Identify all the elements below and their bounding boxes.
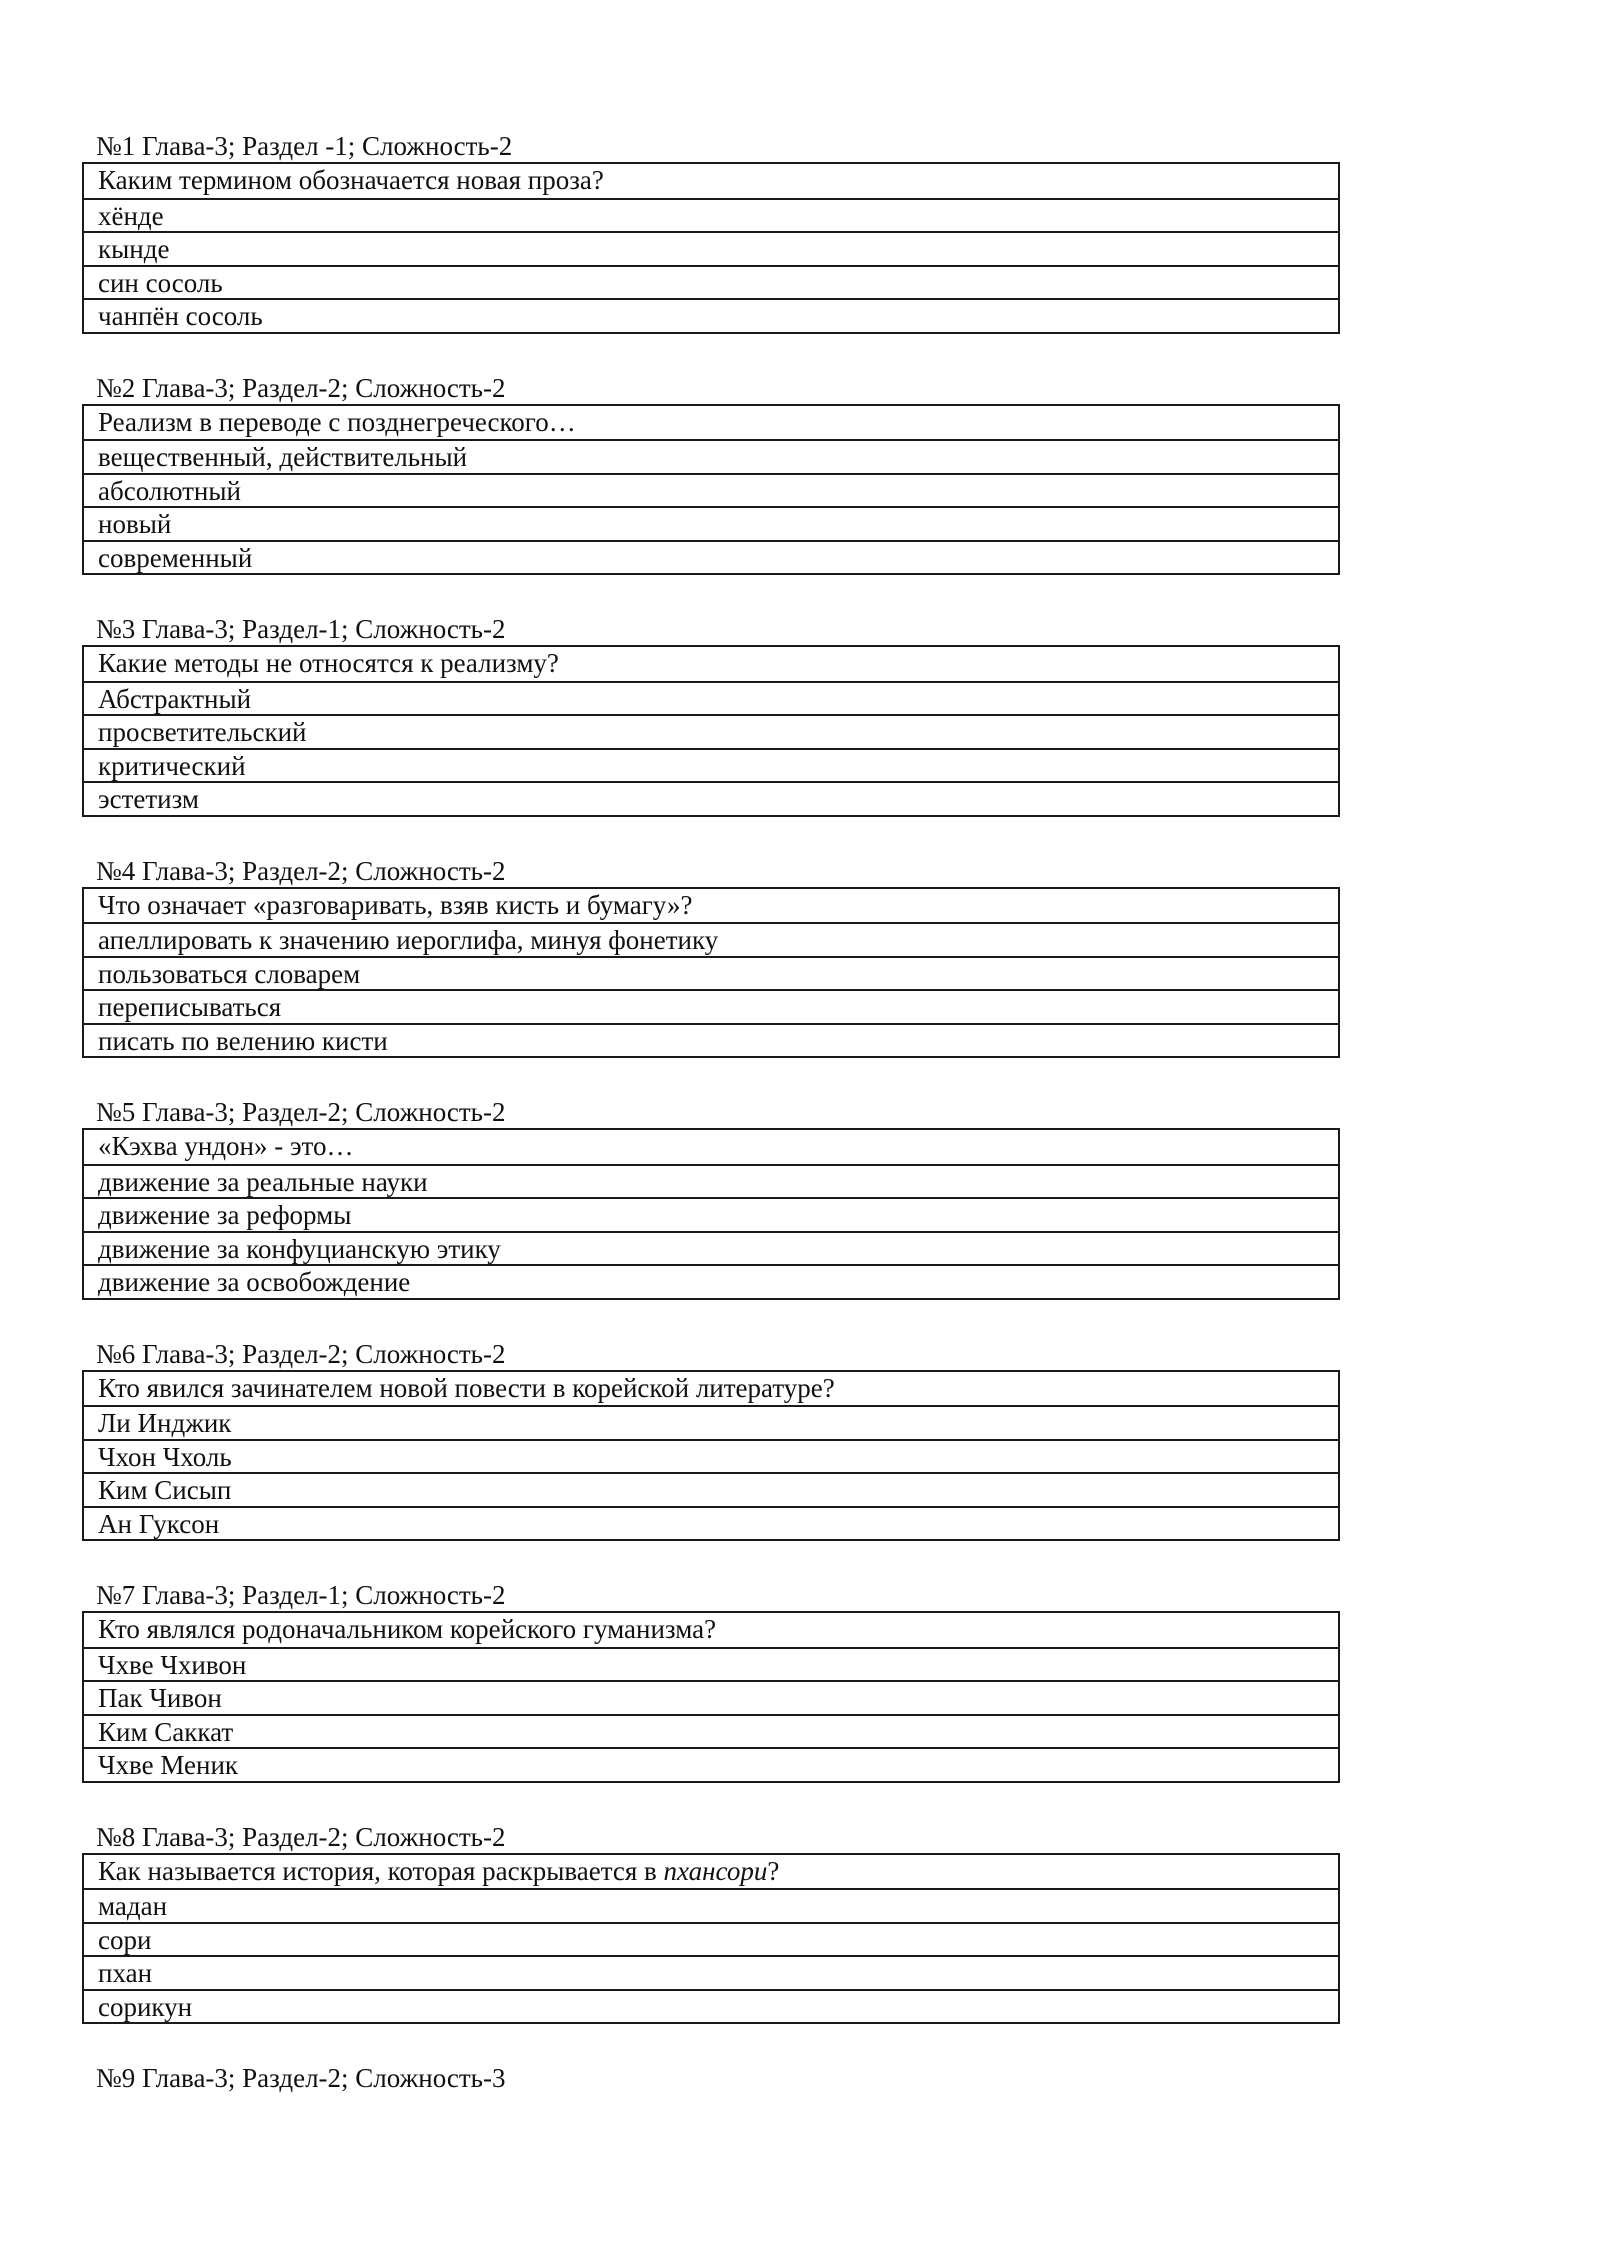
answer-option: Абстрактный	[84, 681, 1338, 715]
question-table	[82, 1128, 1340, 1300]
answer-option: Ан Гуксон	[84, 1506, 1338, 1540]
question-text	[84, 1855, 1338, 1889]
question-table	[82, 162, 1340, 334]
question-header: №5 Глава-3; Раздел-2; Сложность-2	[96, 1097, 506, 1127]
answer-option: пхан	[84, 1955, 1338, 1989]
question-header: №3 Глава-3; Раздел-1; Сложность-2	[96, 614, 506, 644]
answer-option: Чхон Чхоль	[84, 1439, 1338, 1473]
answer-option: писать по велению кисти	[84, 1023, 1338, 1057]
question-block-3	[82, 613, 1340, 817]
answer-option: новый	[84, 506, 1338, 540]
answer-option: просветительский	[84, 714, 1338, 748]
document-page	[82, 130, 1340, 2132]
question-table	[82, 1853, 1340, 2025]
question-table	[82, 645, 1340, 817]
question-text-italic-term: пхансори	[663, 1855, 768, 1886]
answer-option: сори	[84, 1922, 1338, 1956]
question-text: Какие методы не относятся к реализму?	[98, 648, 559, 678]
answer-option: вещественный, действительный	[84, 439, 1338, 473]
answer-option: эстетизм	[84, 781, 1338, 815]
answer-option: чанпён сосоль	[84, 298, 1338, 332]
answer-option: абсолютный	[84, 473, 1338, 507]
answer-option: движение за реформы	[84, 1197, 1338, 1231]
question-block-6	[82, 1338, 1340, 1542]
question-block-8	[82, 1821, 1340, 2025]
question-header: №8 Глава-3; Раздел-2; Сложность-2	[96, 1821, 506, 1852]
question-table	[82, 1611, 1340, 1783]
question-text: Кто явился зачинателем новой повести в корейской литературе?	[98, 1372, 835, 1403]
question-text: Каким термином обозначается новая проза?	[98, 165, 604, 195]
question-header: №2 Глава-3; Раздел-2; Сложность-2	[96, 372, 506, 403]
question-table	[82, 1370, 1340, 1542]
question-text-main: Как называется история, которая раскрывается в	[98, 1855, 664, 1886]
answer-option: Ким Сисып	[84, 1472, 1338, 1506]
question-table	[82, 404, 1340, 576]
question-text: «Кэхва ундон» - это…	[98, 1131, 354, 1161]
answer-option: критический	[84, 748, 1338, 782]
answer-option: Чхве Меник	[84, 1747, 1338, 1781]
question-text-tail: ?	[767, 1855, 780, 1886]
question-table	[82, 887, 1340, 1059]
answer-option: кынде	[84, 231, 1338, 265]
answer-option: пользоваться словарем	[84, 956, 1338, 990]
question-header: №1 Глава-3; Раздел -1; Сложность-2	[96, 131, 513, 161]
question-block-1	[82, 130, 1340, 334]
answer-option: движение за конфуцианскую этику	[84, 1231, 1338, 1265]
question-block-9	[82, 2062, 1340, 2094]
answer-option: син сосоль	[84, 265, 1338, 299]
question-header: №4 Глава-3; Раздел-2; Сложность-2	[96, 855, 506, 886]
question-block-4	[82, 855, 1340, 1059]
answer-option: Ким Саккат	[84, 1714, 1338, 1748]
question-header: №9 Глава-3; Раздел-2; Сложность-3	[96, 2063, 506, 2093]
question-block-7	[82, 1579, 1340, 1783]
answer-option: Ли Инджик	[84, 1405, 1338, 1439]
question-text: Реализм в переводе с позднегреческого…	[98, 406, 576, 437]
question-block-2	[82, 372, 1340, 576]
answer-option: сорикун	[84, 1989, 1338, 2023]
answer-option: современный	[84, 540, 1338, 574]
answer-option: хёнде	[84, 198, 1338, 232]
question-block-5	[82, 1096, 1340, 1300]
question-text: Кто являлся родоначальником корейского гуманизма?	[98, 1614, 717, 1644]
answer-option: движение за освобождение	[84, 1264, 1338, 1298]
answer-option: Чхве Чхивон	[84, 1647, 1338, 1681]
answer-option: апеллировать к значению иероглифа, минуя фонетику	[84, 922, 1338, 956]
answer-option: Пак Чивон	[84, 1680, 1338, 1714]
question-header: №6 Глава-3; Раздел-2; Сложность-2	[96, 1338, 506, 1369]
question-header: №7 Глава-3; Раздел-1; Сложность-2	[96, 1580, 506, 1610]
question-text: Что означает «разговаривать, взяв кисть и бумагу»?	[98, 889, 693, 920]
answer-option: переписываться	[84, 989, 1338, 1023]
answer-option: мадан	[84, 1888, 1338, 1922]
answer-option: движение за реальные науки	[84, 1164, 1338, 1198]
